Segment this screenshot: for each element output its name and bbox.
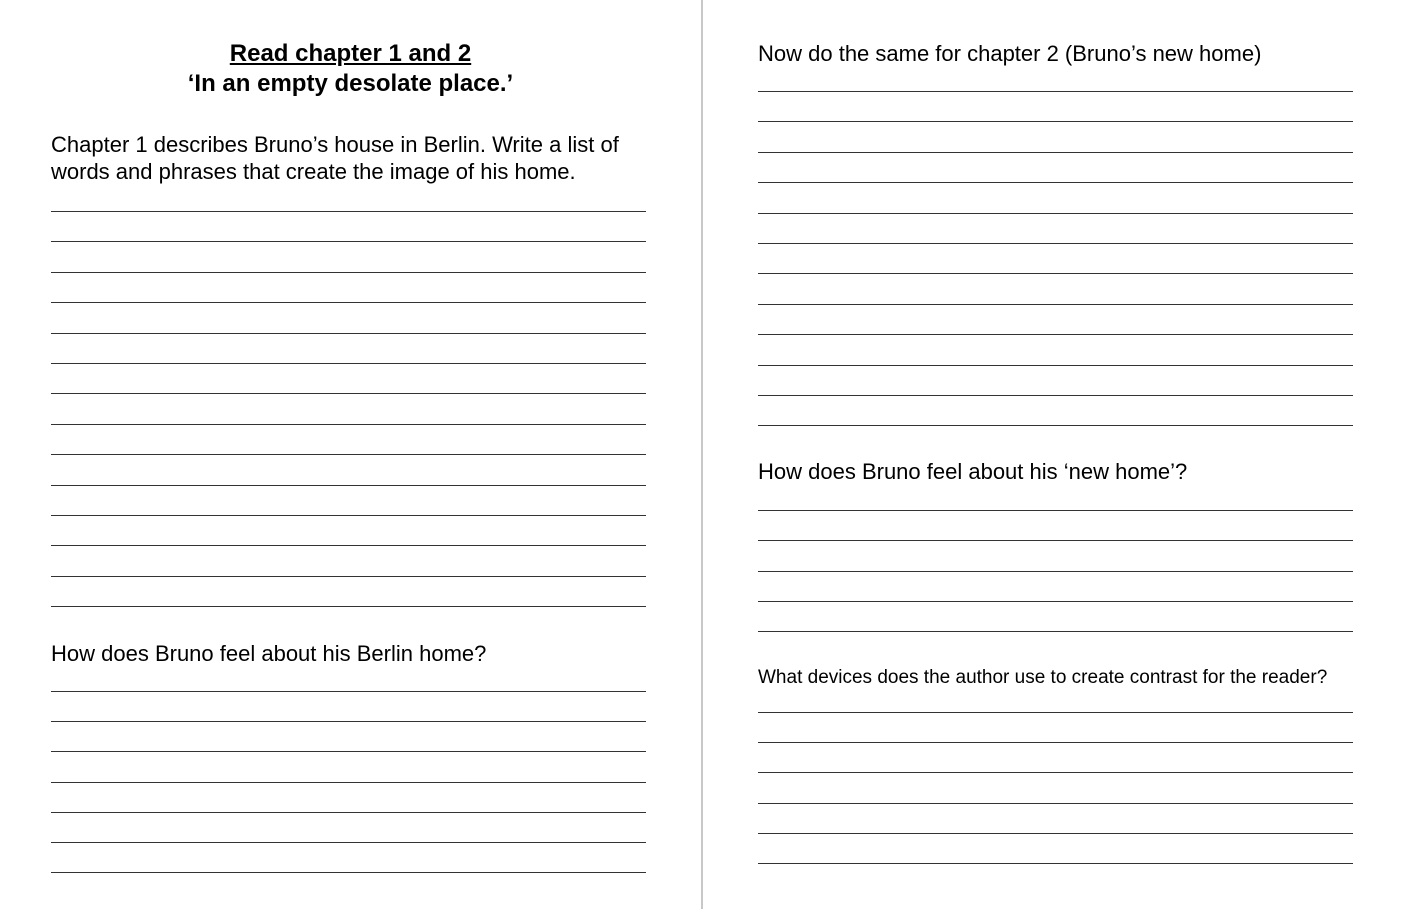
answer-line[interactable] bbox=[51, 812, 646, 813]
answer-line[interactable] bbox=[758, 571, 1353, 572]
task1-prompt: Chapter 1 describes Bruno’s house in Berlin. Write a list of words and phrases that create the image of his home. bbox=[51, 132, 619, 184]
answer-line[interactable] bbox=[758, 304, 1353, 305]
answer-line[interactable] bbox=[758, 273, 1353, 274]
answer-line[interactable] bbox=[51, 211, 646, 212]
worksheet-subtitle: ‘In an empty desolate place.’ bbox=[187, 70, 514, 97]
answer-line[interactable] bbox=[51, 721, 646, 722]
answer-line[interactable] bbox=[758, 772, 1353, 773]
answer-line[interactable] bbox=[758, 540, 1353, 541]
answer-line[interactable] bbox=[758, 91, 1353, 92]
answer-line[interactable] bbox=[758, 152, 1353, 153]
task4-prompt: How does Bruno feel about his ‘new home’? bbox=[758, 459, 1188, 484]
worksheet-title: Read chapter 1 and 2 bbox=[229, 40, 472, 67]
answer-line[interactable] bbox=[51, 363, 646, 364]
answer-line[interactable] bbox=[51, 842, 646, 843]
answer-line[interactable] bbox=[758, 213, 1353, 214]
answer-line[interactable] bbox=[758, 121, 1353, 122]
answer-line[interactable] bbox=[758, 182, 1353, 183]
answer-line[interactable] bbox=[758, 712, 1353, 713]
answer-line[interactable] bbox=[758, 395, 1353, 396]
answer-line[interactable] bbox=[51, 302, 646, 303]
task2-prompt: How does Bruno feel about his Berlin home? bbox=[51, 641, 487, 666]
answer-line[interactable] bbox=[51, 576, 646, 577]
answer-line[interactable] bbox=[51, 691, 646, 692]
answer-line[interactable] bbox=[51, 872, 646, 873]
answer-line[interactable] bbox=[758, 601, 1353, 602]
answer-line[interactable] bbox=[51, 393, 646, 394]
answer-line[interactable] bbox=[758, 365, 1353, 366]
answer-line[interactable] bbox=[51, 454, 646, 455]
answer-line[interactable] bbox=[51, 751, 646, 752]
answer-line[interactable] bbox=[758, 334, 1353, 335]
answer-line[interactable] bbox=[758, 510, 1353, 511]
answer-line[interactable] bbox=[758, 742, 1353, 743]
answer-line[interactable] bbox=[51, 424, 646, 425]
answer-line[interactable] bbox=[51, 333, 646, 334]
answer-line[interactable] bbox=[758, 631, 1353, 632]
answer-line[interactable] bbox=[758, 803, 1353, 804]
answer-line[interactable] bbox=[758, 863, 1353, 864]
answer-line[interactable] bbox=[51, 545, 646, 546]
answer-line[interactable] bbox=[51, 515, 646, 516]
task3-prompt: Now do the same for chapter 2 (Bruno’s new home) bbox=[758, 41, 1262, 66]
answer-line[interactable] bbox=[758, 243, 1353, 244]
answer-line[interactable] bbox=[51, 485, 646, 486]
answer-line[interactable] bbox=[758, 833, 1353, 834]
answer-line[interactable] bbox=[51, 606, 646, 607]
answer-line[interactable] bbox=[758, 425, 1353, 426]
task5-prompt: What devices does the author use to create contrast for the reader? bbox=[758, 667, 1328, 688]
answer-line[interactable] bbox=[51, 241, 646, 242]
answer-line[interactable] bbox=[51, 782, 646, 783]
answer-line[interactable] bbox=[51, 272, 646, 273]
